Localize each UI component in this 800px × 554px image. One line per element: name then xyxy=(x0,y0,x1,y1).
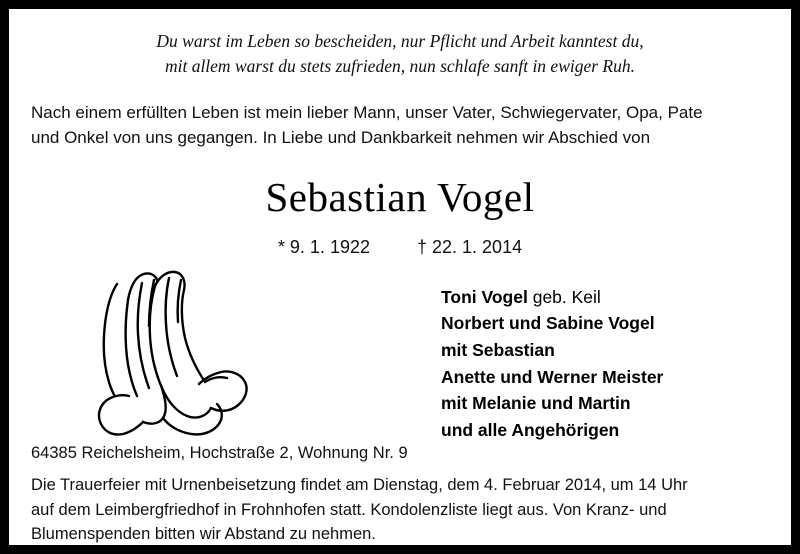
verse-line: mit allem warst du stets zufrieden, nun schlafe sanft in ewiger Ruh. xyxy=(164,56,636,77)
family-line: und alle Angehörigen xyxy=(441,419,620,440)
intro-paragraph xyxy=(31,100,769,151)
deceased-name: Sebastian Vogel xyxy=(265,173,535,220)
middle-section xyxy=(31,262,769,442)
family-line: mit Sebastian xyxy=(441,339,555,360)
family-line: Norbert und Sabine Vogel xyxy=(441,313,655,334)
memorial-verse xyxy=(61,29,740,80)
birth-date: * 9. 1. 1922 xyxy=(277,236,370,257)
ceremony-line: auf dem Leimbergfriedhof in Frohnhofen statt. Kondolenzliste liegt aus. Von Kranz- und xyxy=(31,500,667,519)
death-date: † 22. 1. 2014 xyxy=(417,236,523,257)
verse-line: Du warst im Leben so bescheiden, nur Pflicht und Arbeit kanntest du, xyxy=(156,31,644,51)
intro-line: Nach einem erfüllten Leben ist mein lieber Mann, unser Vater, Schwiegervater, Opa, Pate xyxy=(31,102,703,122)
family-line: Toni Vogel geb. Keil xyxy=(441,286,601,307)
praying-hands-icon xyxy=(59,250,269,440)
address-line: 64385 Reichelsheim, Hochstraße 2, Wohnung Nr. 9 xyxy=(31,443,408,462)
ceremony-line: Blumenspenden bitten wir Abstand zu nehmen. xyxy=(31,525,376,544)
ceremony-line: Die Trauerfeier mit Urnenbeisetzung findet am Dienstag, dem 4. Februar 2014, um 14 Uhr xyxy=(31,475,688,494)
family-list xyxy=(441,284,663,444)
family-line: Anette und Werner Meister xyxy=(441,366,664,387)
intro-line: und Onkel von uns gegangen. In Liebe und Dankbarkeit nehmen wir Abschied von xyxy=(31,128,651,148)
family-line: mit Melanie und Martin xyxy=(441,393,631,414)
ceremony-details xyxy=(31,473,769,547)
